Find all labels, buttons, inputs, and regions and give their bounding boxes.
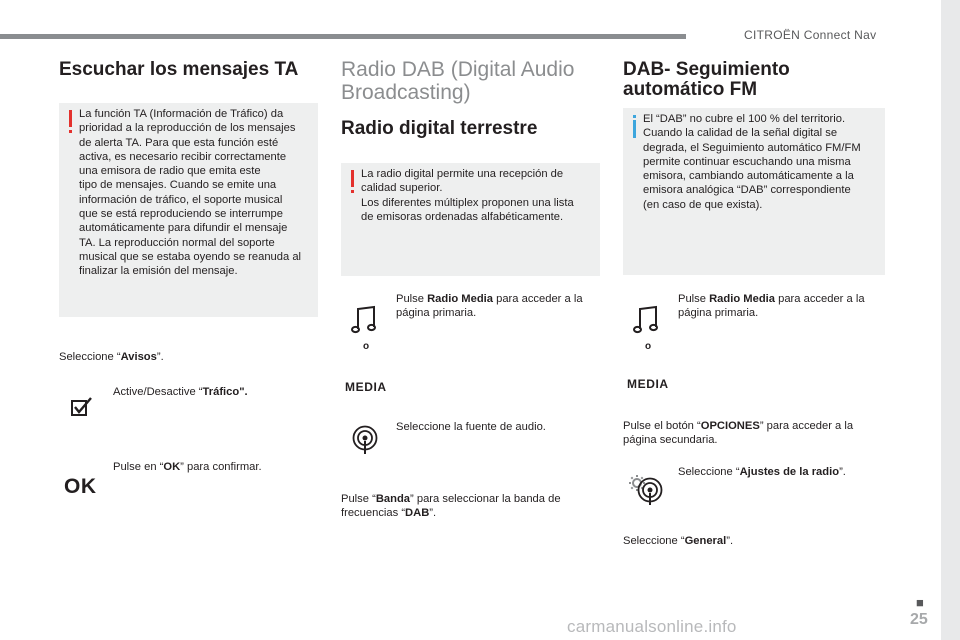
section-title-line2: automático FM xyxy=(623,79,758,100)
instruction-select-band: Pulse “Banda” para seleccionar la banda de frecuencias “DAB”. xyxy=(341,493,561,520)
or-label: o xyxy=(645,341,652,352)
instruction-radio-media: Pulse Radio Media para acceder a la página primaria. xyxy=(396,293,583,320)
instruction-select-avisos: Seleccione “Avisos”. xyxy=(59,351,164,363)
warning-note xyxy=(59,103,318,317)
media-button-label: MEDIA xyxy=(345,380,387,394)
page-number: 25 xyxy=(910,611,928,628)
warning-note-text: La función TA (Información de Tráfico) da prioridad a la reproducción de los mensajes de alerta TA. Para que esta función esté activa, es necesario recibir correctamente una emisora de radio que emita este tipo de mensajes. Cuando se emite una información de tráfico, el soporte musical que se está reproduciendo se interrumpe automáticamente para difundir el mensaje TA. La reproducción normal del soporte musical que se estaba oyendo se reanuda al finalizar la emisión del mensaje. xyxy=(79,108,302,278)
header-rule xyxy=(0,34,686,39)
music-note-icon xyxy=(633,305,661,335)
watermark: carmanualsonline.info xyxy=(567,617,737,636)
instruction-radio-settings: Seleccione “Ajustes de la radio”. xyxy=(678,466,846,478)
instruction-radio-media: Pulse Radio Media para acceder a la página primaria. xyxy=(678,293,865,320)
page-side-strip xyxy=(941,0,960,640)
section-title-line2: Broadcasting) xyxy=(341,81,471,104)
section-subtitle: Radio digital terrestre xyxy=(341,118,538,139)
info-note-text: El “DAB” no cubre el 100 % del territorio. Cuando la calidad de la señal digital se degrada, el Seguimiento automático FM/FM permite continuar escuchando una misma emisora, cambiando automáticamente a la emisora analógica “DAB” correspondiente (en caso de que exista). xyxy=(643,113,861,211)
section-title: Escuchar los mensajes TA xyxy=(59,59,299,80)
ok-icon: OK xyxy=(64,475,97,498)
warning-icon xyxy=(69,110,72,127)
instruction-toggle-trafico: Active/Desactive “Tráfico". xyxy=(113,386,248,398)
radio-signal-icon xyxy=(351,425,379,455)
instruction-select-source: Seleccione la fuente de audio. xyxy=(396,421,546,433)
media-button-label: MEDIA xyxy=(627,377,669,391)
section-title-line1: DAB- Seguimiento xyxy=(623,59,790,80)
or-label: o xyxy=(363,341,370,352)
section-title-line1: Radio DAB (Digital Audio xyxy=(341,58,575,81)
music-note-icon xyxy=(351,305,379,335)
instruction-options-button: Pulse el botón “OPCIONES” para acceder a la página secundaria. xyxy=(623,420,854,447)
radio-settings-icon xyxy=(628,474,664,506)
info-note xyxy=(623,108,885,275)
info-icon xyxy=(633,120,636,138)
instruction-confirm-ok: Pulse en “OK” para confirmar. xyxy=(113,461,262,473)
instruction-select-general: Seleccione “General”. xyxy=(623,535,734,547)
checkbox-icon xyxy=(70,397,94,417)
continue-marker: ■ xyxy=(916,595,924,610)
brand-label: CITROËN Connect Nav xyxy=(744,28,877,42)
warning-note-text: La radio digital permite una recepción de calidad superior. Los diferentes múltiplex proponen una lista de emisoras ordenadas alfabéticamente. xyxy=(361,168,574,223)
warning-note xyxy=(341,163,600,276)
warning-icon xyxy=(351,170,354,187)
